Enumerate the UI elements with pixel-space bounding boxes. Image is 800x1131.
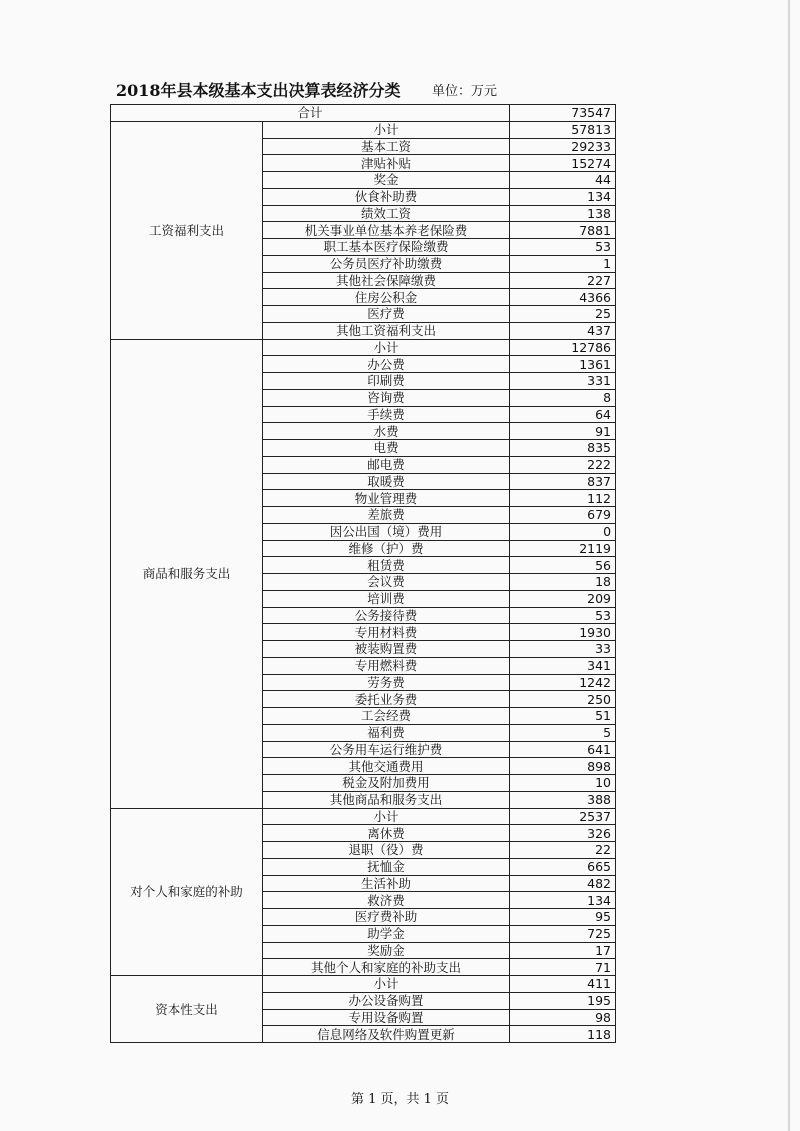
item-value: 835	[510, 440, 616, 457]
item-label: 救济费	[263, 892, 510, 909]
item-value: 112	[510, 490, 616, 507]
item-value: 98	[510, 1009, 616, 1026]
scan-edge-shadow	[788, 0, 790, 1131]
unit-label: 单位：万元	[432, 84, 498, 99]
table-row	[111, 808, 616, 825]
item-label: 住房公积金	[263, 289, 510, 306]
item-value: 91	[510, 423, 616, 440]
item-label: 奖励金	[263, 942, 510, 959]
item-label: 福利费	[263, 724, 510, 741]
item-label: 电费	[263, 440, 510, 457]
item-value: 10	[510, 775, 616, 792]
category-label: 资本性支出	[111, 976, 263, 1043]
item-label: 其他商品和服务支出	[263, 791, 510, 808]
item-label: 其他工资福利支出	[263, 322, 510, 339]
item-value: 53	[510, 607, 616, 624]
item-value: 1361	[510, 356, 616, 373]
item-value: 57813	[510, 121, 616, 138]
item-value: 12786	[510, 339, 616, 356]
table-row	[111, 976, 616, 993]
item-value: 898	[510, 758, 616, 775]
item-label: 印刷费	[263, 373, 510, 390]
item-label: 医疗费	[263, 306, 510, 323]
item-value: 227	[510, 272, 616, 289]
item-value: 29233	[510, 138, 616, 155]
item-label: 水费	[263, 423, 510, 440]
item-label: 专用燃料费	[263, 657, 510, 674]
table-row	[111, 121, 616, 138]
item-value: 8	[510, 389, 616, 406]
item-value: 250	[510, 691, 616, 708]
item-label: 物业管理费	[263, 490, 510, 507]
item-label: 公务接待费	[263, 607, 510, 624]
total-label: 合计	[111, 105, 510, 122]
item-label: 退职（役）费	[263, 842, 510, 859]
item-value: 18	[510, 574, 616, 591]
item-label: 会议费	[263, 574, 510, 591]
item-label: 委托业务费	[263, 691, 510, 708]
item-label: 基本工资	[263, 138, 510, 155]
item-label: 维修（护）费	[263, 540, 510, 557]
item-label: 助学金	[263, 925, 510, 942]
item-value: 1	[510, 255, 616, 272]
item-value: 56	[510, 557, 616, 574]
item-label: 小计	[263, 339, 510, 356]
item-value: 71	[510, 959, 616, 976]
expenditure-table	[110, 104, 616, 1043]
item-value: 482	[510, 875, 616, 892]
item-value: 2537	[510, 808, 616, 825]
item-value: 0	[510, 523, 616, 540]
item-label: 被装购置费	[263, 641, 510, 658]
item-value: 437	[510, 322, 616, 339]
item-value: 64	[510, 406, 616, 423]
item-label: 公务用车运行维护费	[263, 741, 510, 758]
item-value: 95	[510, 909, 616, 926]
item-value: 44	[510, 172, 616, 189]
item-label: 津贴补贴	[263, 155, 510, 172]
item-value: 51	[510, 708, 616, 725]
category-label: 商品和服务支出	[111, 339, 263, 808]
item-label: 税金及附加费用	[263, 775, 510, 792]
item-value: 326	[510, 825, 616, 842]
item-value: 33	[510, 641, 616, 658]
total-row	[111, 105, 616, 122]
item-label: 专用材料费	[263, 624, 510, 641]
item-value: 679	[510, 507, 616, 524]
item-value: 341	[510, 657, 616, 674]
item-value: 1242	[510, 674, 616, 691]
item-value: 22	[510, 842, 616, 859]
item-label: 离休费	[263, 825, 510, 842]
item-label: 伙食补助费	[263, 188, 510, 205]
item-label: 信息网络及软件购置更新	[263, 1026, 510, 1043]
item-value: 195	[510, 992, 616, 1009]
item-label: 小计	[263, 121, 510, 138]
item-label: 邮电费	[263, 456, 510, 473]
category-label: 对个人和家庭的补助	[111, 808, 263, 976]
item-label: 租赁费	[263, 557, 510, 574]
item-value: 118	[510, 1026, 616, 1043]
item-label: 其他社会保障缴费	[263, 272, 510, 289]
item-label: 咨询费	[263, 389, 510, 406]
item-label: 公务员医疗补助缴费	[263, 255, 510, 272]
item-label: 机关事业单位基本养老保险费	[263, 222, 510, 239]
total-value: 73547	[510, 105, 616, 122]
item-label: 医疗费补助	[263, 909, 510, 926]
item-value: 411	[510, 976, 616, 993]
item-value: 15274	[510, 155, 616, 172]
category-label: 工资福利支出	[111, 121, 263, 339]
item-label: 生活补助	[263, 875, 510, 892]
item-value: 4366	[510, 289, 616, 306]
item-label: 因公出国（境）费用	[263, 523, 510, 540]
item-label: 绩效工资	[263, 205, 510, 222]
item-label: 其他交通费用	[263, 758, 510, 775]
item-label: 职工基本医疗保险缴费	[263, 239, 510, 256]
item-label: 取暖费	[263, 473, 510, 490]
item-label: 手续费	[263, 406, 510, 423]
item-label: 小计	[263, 976, 510, 993]
item-label: 小计	[263, 808, 510, 825]
item-value: 7881	[510, 222, 616, 239]
item-label: 抚恤金	[263, 858, 510, 875]
item-value: 17	[510, 942, 616, 959]
page-footer: 第 1 页，共 1 页	[350, 1092, 450, 1107]
item-label: 劳务费	[263, 674, 510, 691]
item-value: 725	[510, 925, 616, 942]
item-value: 222	[510, 456, 616, 473]
item-value: 641	[510, 741, 616, 758]
item-value: 331	[510, 373, 616, 390]
item-label: 办公费	[263, 356, 510, 373]
item-value: 134	[510, 892, 616, 909]
item-label: 其他个人和家庭的补助支出	[263, 959, 510, 976]
item-value: 1930	[510, 624, 616, 641]
item-value: 138	[510, 205, 616, 222]
item-value: 134	[510, 188, 616, 205]
item-value: 837	[510, 473, 616, 490]
item-label: 奖金	[263, 172, 510, 189]
item-value: 665	[510, 858, 616, 875]
item-label: 差旅费	[263, 507, 510, 524]
item-label: 工会经费	[263, 708, 510, 725]
table-row	[111, 339, 616, 356]
item-label: 办公设备购置	[263, 992, 510, 1009]
item-value: 388	[510, 791, 616, 808]
page-title: 2018年县本级基本支出决算表经济分类	[116, 81, 401, 100]
item-label: 专用设备购置	[263, 1009, 510, 1026]
item-value: 25	[510, 306, 616, 323]
item-value: 53	[510, 239, 616, 256]
item-value: 5	[510, 724, 616, 741]
item-label: 培训费	[263, 590, 510, 607]
item-value: 2119	[510, 540, 616, 557]
item-value: 209	[510, 590, 616, 607]
